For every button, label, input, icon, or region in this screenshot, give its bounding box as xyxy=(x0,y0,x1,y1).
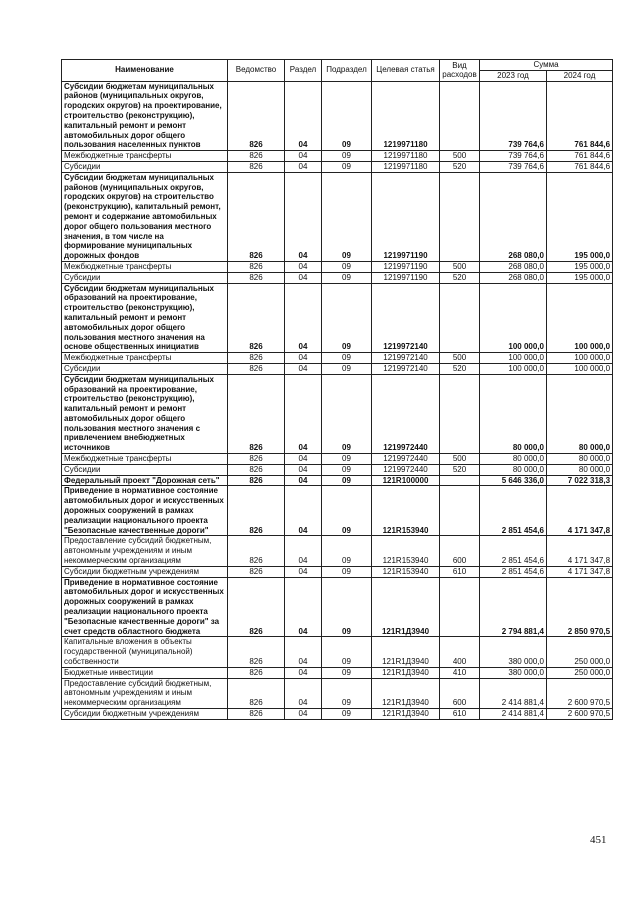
cell-sub: 09 xyxy=(322,454,372,465)
cell-kind xyxy=(440,81,480,151)
cell-sec: 04 xyxy=(285,454,322,465)
cell-dept: 826 xyxy=(228,283,285,353)
cell-name: Субсидии бюджетным учреждениям xyxy=(62,709,228,720)
cell-sec: 04 xyxy=(285,283,322,353)
cell-name: Федеральный проект "Дорожная сеть" xyxy=(62,475,228,486)
cell-v2023: 100 000,0 xyxy=(480,283,547,353)
cell-target: 121R1Д3940 xyxy=(372,709,440,720)
cell-sub: 09 xyxy=(322,272,372,283)
cell-sec: 04 xyxy=(285,566,322,577)
cell-name: Субсидии xyxy=(62,161,228,172)
cell-sec: 04 xyxy=(285,363,322,374)
cell-v2024: 761 844,6 xyxy=(547,81,613,151)
budget-table xyxy=(61,59,613,720)
cell-name: Субсидии xyxy=(62,464,228,475)
cell-kind xyxy=(440,486,480,536)
cell-v2023: 268 080,0 xyxy=(480,172,547,261)
table-row xyxy=(62,272,613,283)
table-row xyxy=(62,172,613,261)
cell-dept: 826 xyxy=(228,475,285,486)
cell-v2024: 80 000,0 xyxy=(547,464,613,475)
cell-kind: 400 xyxy=(440,637,480,667)
cell-kind: 610 xyxy=(440,566,480,577)
cell-name: Субсидии xyxy=(62,363,228,374)
cell-kind xyxy=(440,374,480,453)
cell-target: 1219972440 xyxy=(372,374,440,453)
cell-v2023: 2 414 881,4 xyxy=(480,709,547,720)
cell-sub: 09 xyxy=(322,667,372,678)
cell-target: 121R1Д3940 xyxy=(372,637,440,667)
page-number: 451 xyxy=(590,834,607,846)
cell-v2023: 2 414 881,4 xyxy=(480,678,547,708)
header-2023: 2023 год xyxy=(480,70,547,81)
cell-target: 121R1Д3940 xyxy=(372,577,440,637)
table-header xyxy=(62,60,613,82)
cell-dept: 826 xyxy=(228,486,285,536)
cell-kind xyxy=(440,475,480,486)
table-row xyxy=(62,464,613,475)
cell-dept: 826 xyxy=(228,536,285,566)
cell-v2024: 80 000,0 xyxy=(547,374,613,453)
cell-kind: 520 xyxy=(440,272,480,283)
cell-v2024: 4 171 347,8 xyxy=(547,566,613,577)
cell-sec: 04 xyxy=(285,374,322,453)
cell-dept: 826 xyxy=(228,272,285,283)
cell-sec: 04 xyxy=(285,709,322,720)
cell-sub: 09 xyxy=(322,566,372,577)
cell-sub: 09 xyxy=(322,353,372,364)
cell-target: 1219971180 xyxy=(372,81,440,151)
cell-v2024: 195 000,0 xyxy=(547,261,613,272)
cell-kind: 610 xyxy=(440,709,480,720)
cell-name: Приведение в нормативное состояние автомобильных дорог и искусственных дорожных сооружений в рамках реализации национального проекта "Безопасные качественные дороги" xyxy=(62,486,228,536)
header-name: Наименование xyxy=(62,60,228,82)
cell-v2024: 100 000,0 xyxy=(547,283,613,353)
table-row xyxy=(62,161,613,172)
table-row xyxy=(62,667,613,678)
cell-sub: 09 xyxy=(322,283,372,353)
table-body xyxy=(62,81,613,719)
cell-kind xyxy=(440,577,480,637)
cell-sec: 04 xyxy=(285,161,322,172)
cell-v2024: 761 844,6 xyxy=(547,151,613,162)
cell-target: 121R153940 xyxy=(372,486,440,536)
cell-name: Межбюджетные трансферты xyxy=(62,353,228,364)
cell-v2024: 761 844,6 xyxy=(547,161,613,172)
cell-sub: 09 xyxy=(322,678,372,708)
cell-name: Межбюджетные трансферты xyxy=(62,454,228,465)
cell-v2024: 7 022 318,3 xyxy=(547,475,613,486)
cell-name: Субсидии бюджетам муниципальных образований на проектирование, строительство (реконструкцию), капитальный ремонт и ремонт автомобильных дорог общего пользования местного значения с привлечением внебюджетных источников xyxy=(62,374,228,453)
cell-target: 1219971190 xyxy=(372,261,440,272)
cell-sec: 04 xyxy=(285,577,322,637)
cell-dept: 826 xyxy=(228,161,285,172)
table-row xyxy=(62,374,613,453)
cell-target: 1219971180 xyxy=(372,161,440,172)
cell-kind xyxy=(440,283,480,353)
table-row xyxy=(62,353,613,364)
cell-kind: 500 xyxy=(440,151,480,162)
cell-v2023: 80 000,0 xyxy=(480,454,547,465)
table-row xyxy=(62,475,613,486)
cell-target: 1219971180 xyxy=(372,151,440,162)
table-row xyxy=(62,454,613,465)
cell-kind: 600 xyxy=(440,678,480,708)
cell-dept: 826 xyxy=(228,678,285,708)
cell-v2024: 250 000,0 xyxy=(547,637,613,667)
header-kind: Вид расходов xyxy=(440,60,480,82)
cell-sub: 09 xyxy=(322,151,372,162)
cell-dept: 826 xyxy=(228,709,285,720)
cell-target: 121R100000 xyxy=(372,475,440,486)
cell-sec: 04 xyxy=(285,261,322,272)
cell-sub: 09 xyxy=(322,637,372,667)
cell-v2024: 4 171 347,8 xyxy=(547,486,613,536)
cell-v2023: 100 000,0 xyxy=(480,363,547,374)
cell-sec: 04 xyxy=(285,172,322,261)
cell-v2024: 2 850 970,5 xyxy=(547,577,613,637)
table-row xyxy=(62,486,613,536)
cell-v2023: 739 764,6 xyxy=(480,81,547,151)
table-row xyxy=(62,283,613,353)
cell-v2024: 250 000,0 xyxy=(547,667,613,678)
cell-v2023: 2 851 454,6 xyxy=(480,536,547,566)
cell-v2023: 2 851 454,6 xyxy=(480,566,547,577)
cell-dept: 826 xyxy=(228,261,285,272)
table-row xyxy=(62,363,613,374)
table-row xyxy=(62,261,613,272)
cell-target: 1219971190 xyxy=(372,172,440,261)
cell-kind: 600 xyxy=(440,536,480,566)
cell-target: 1219972140 xyxy=(372,363,440,374)
cell-sec: 04 xyxy=(285,678,322,708)
cell-sec: 04 xyxy=(285,486,322,536)
cell-sub: 09 xyxy=(322,475,372,486)
table-row xyxy=(62,709,613,720)
cell-v2023: 380 000,0 xyxy=(480,667,547,678)
table-row xyxy=(62,566,613,577)
header-subsection: Подраздел xyxy=(322,60,372,82)
cell-v2023: 739 764,6 xyxy=(480,151,547,162)
cell-v2024: 4 171 347,8 xyxy=(547,536,613,566)
cell-name: Субсидии xyxy=(62,272,228,283)
cell-sub: 09 xyxy=(322,486,372,536)
table-row xyxy=(62,637,613,667)
cell-kind: 500 xyxy=(440,261,480,272)
cell-sub: 09 xyxy=(322,363,372,374)
cell-dept: 826 xyxy=(228,81,285,151)
cell-target: 1219971190 xyxy=(372,272,440,283)
cell-sec: 04 xyxy=(285,272,322,283)
cell-kind: 410 xyxy=(440,667,480,678)
cell-dept: 826 xyxy=(228,363,285,374)
cell-dept: 826 xyxy=(228,454,285,465)
header-sum: Сумма xyxy=(480,60,613,71)
cell-sec: 04 xyxy=(285,353,322,364)
cell-target: 1219972440 xyxy=(372,454,440,465)
cell-dept: 826 xyxy=(228,353,285,364)
budget-table-page xyxy=(61,59,612,720)
cell-sec: 04 xyxy=(285,637,322,667)
cell-sub: 09 xyxy=(322,464,372,475)
cell-kind: 520 xyxy=(440,363,480,374)
cell-v2024: 2 600 970,5 xyxy=(547,709,613,720)
cell-name: Межбюджетные трансферты xyxy=(62,151,228,162)
cell-sec: 04 xyxy=(285,475,322,486)
cell-v2024: 195 000,0 xyxy=(547,272,613,283)
cell-kind: 520 xyxy=(440,464,480,475)
table-row xyxy=(62,577,613,637)
cell-dept: 826 xyxy=(228,577,285,637)
cell-sub: 09 xyxy=(322,709,372,720)
cell-sec: 04 xyxy=(285,667,322,678)
cell-sub: 09 xyxy=(322,261,372,272)
cell-v2023: 5 646 336,0 xyxy=(480,475,547,486)
cell-target: 121R1Д3940 xyxy=(372,667,440,678)
cell-v2024: 195 000,0 xyxy=(547,172,613,261)
cell-name: Межбюджетные трансферты xyxy=(62,261,228,272)
cell-v2023: 739 764,6 xyxy=(480,161,547,172)
table-row xyxy=(62,151,613,162)
cell-kind: 500 xyxy=(440,353,480,364)
cell-sec: 04 xyxy=(285,151,322,162)
cell-v2023: 268 080,0 xyxy=(480,261,547,272)
cell-v2023: 268 080,0 xyxy=(480,272,547,283)
cell-v2023: 80 000,0 xyxy=(480,374,547,453)
cell-dept: 826 xyxy=(228,374,285,453)
cell-kind: 520 xyxy=(440,161,480,172)
table-row xyxy=(62,536,613,566)
cell-target: 1219972140 xyxy=(372,283,440,353)
cell-name: Бюджетные инвестиции xyxy=(62,667,228,678)
cell-dept: 826 xyxy=(228,151,285,162)
cell-name: Субсидии бюджетным учреждениям xyxy=(62,566,228,577)
cell-v2024: 100 000,0 xyxy=(547,363,613,374)
cell-dept: 826 xyxy=(228,464,285,475)
cell-v2023: 100 000,0 xyxy=(480,353,547,364)
cell-v2024: 100 000,0 xyxy=(547,353,613,364)
cell-sec: 04 xyxy=(285,464,322,475)
cell-sub: 09 xyxy=(322,81,372,151)
cell-target: 121R1Д3940 xyxy=(372,678,440,708)
cell-dept: 826 xyxy=(228,172,285,261)
cell-name: Субсидии бюджетам муниципальных образований на проектирование, строительство (реконструкцию), капитальный ремонт и ремонт автомобильных дорог общего пользования местного значения на основе общественных инициатив xyxy=(62,283,228,353)
cell-name: Предоставление субсидий бюджетным, автономным учреждениям и иным некоммерческим организациям xyxy=(62,536,228,566)
cell-dept: 826 xyxy=(228,667,285,678)
cell-v2024: 80 000,0 xyxy=(547,454,613,465)
cell-v2023: 2 851 454,6 xyxy=(480,486,547,536)
cell-kind xyxy=(440,172,480,261)
table-row xyxy=(62,678,613,708)
cell-v2024: 2 600 970,5 xyxy=(547,678,613,708)
cell-name: Приведение в нормативное состояние автомобильных дорог и искусственных дорожных сооружений в рамках реализации национального проекта "Безопасные качественные дороги" за счет средств областного бюджета xyxy=(62,577,228,637)
cell-sub: 09 xyxy=(322,374,372,453)
cell-dept: 826 xyxy=(228,637,285,667)
header-target: Целевая статья xyxy=(372,60,440,82)
cell-sub: 09 xyxy=(322,161,372,172)
cell-name: Субсидии бюджетам муниципальных районов (муниципальных округов, городских округов) на строительство (реконструкцию), капитальный ремонт, ремонт и содержание автомобильных дорог общего пользования местного значения, в том числе на формирование муниципальных дорожных фондов xyxy=(62,172,228,261)
cell-kind: 500 xyxy=(440,454,480,465)
cell-sub: 09 xyxy=(322,536,372,566)
header-section: Раздел xyxy=(285,60,322,82)
cell-sub: 09 xyxy=(322,172,372,261)
cell-target: 121R153940 xyxy=(372,536,440,566)
cell-v2023: 2 794 881,4 xyxy=(480,577,547,637)
cell-target: 121R153940 xyxy=(372,566,440,577)
cell-sec: 04 xyxy=(285,81,322,151)
cell-name: Субсидии бюджетам муниципальных районов (муниципальных округов, городских округов) на проектирование, строительство (реконструкцию), капитальный ремонт и ремонт автомобильных дорог общего пользования населенных пунктов xyxy=(62,81,228,151)
cell-name: Капитальные вложения в объекты государственной (муниципальной) собственности xyxy=(62,637,228,667)
cell-v2023: 80 000,0 xyxy=(480,464,547,475)
cell-sub: 09 xyxy=(322,577,372,637)
header-2024: 2024 год xyxy=(547,70,613,81)
cell-target: 1219972140 xyxy=(372,353,440,364)
cell-sec: 04 xyxy=(285,536,322,566)
cell-v2023: 380 000,0 xyxy=(480,637,547,667)
header-dept: Ведомство xyxy=(228,60,285,82)
cell-target: 1219972440 xyxy=(372,464,440,475)
cell-name: Предоставление субсидий бюджетным, автономным учреждениям и иным некоммерческим организациям xyxy=(62,678,228,708)
cell-dept: 826 xyxy=(228,566,285,577)
table-row xyxy=(62,81,613,151)
